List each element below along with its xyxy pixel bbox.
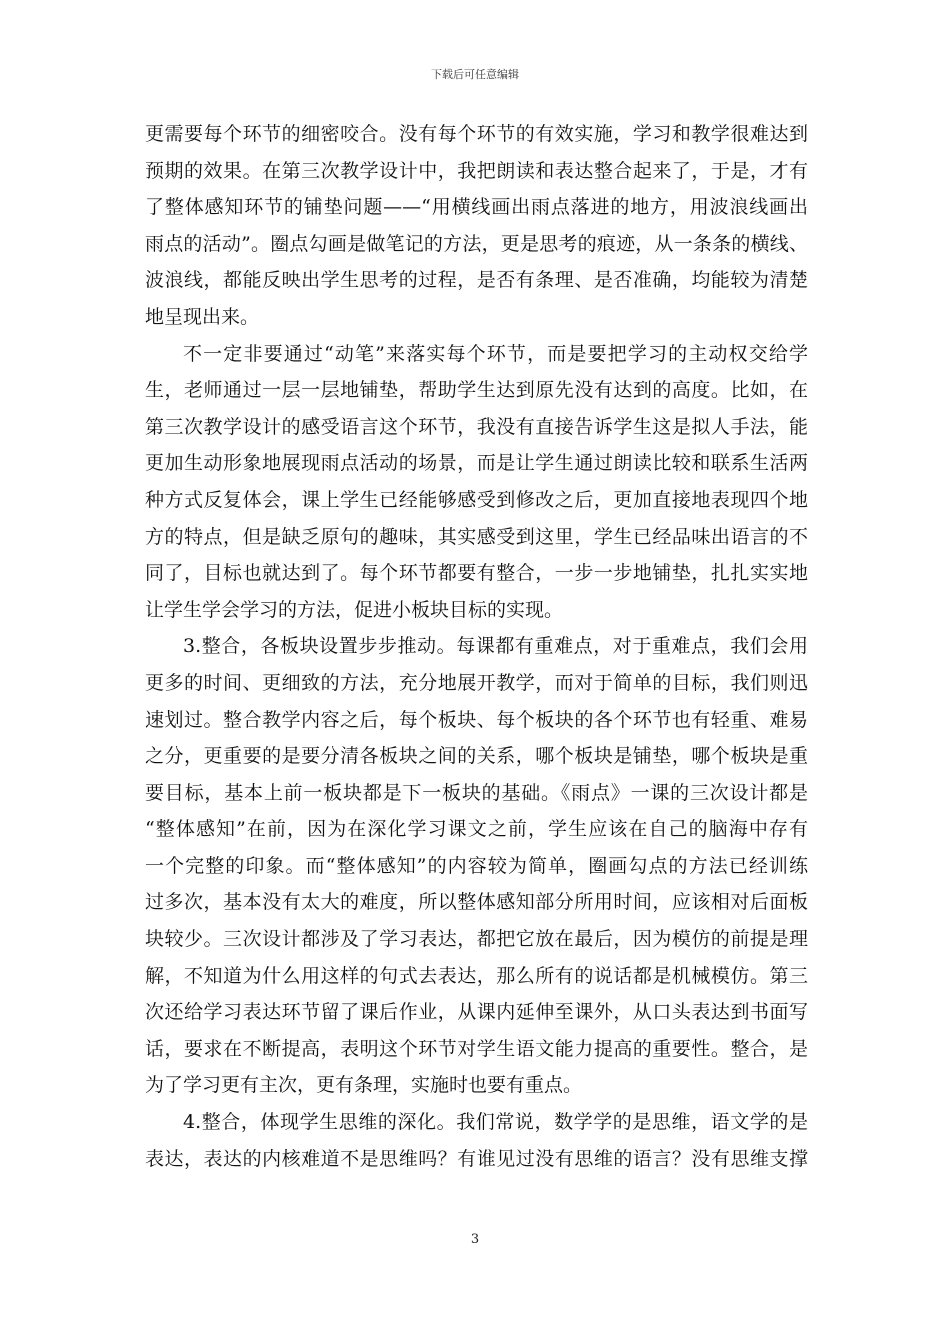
paragraph-line: 一个完整的印象。而“整体感知”的内容较为简单，圈画勾点的方法已经训练 [145, 854, 808, 877]
paragraph-line: 要目标，基本上前一板块都是下一板块的基础。《雨点》一课的三次设计都是 [145, 781, 808, 804]
paragraph-line: 不一定非要通过“动笔”来落实每个环节，而是要把学习的主动权交给学 [183, 342, 808, 365]
paragraph-line: 4.整合，体现学生思维的深化。我们常说，数学学的是思维，语文学的是 [183, 1111, 808, 1134]
paragraph [145, 1104, 808, 1177]
paragraph-line: 速划过。整合教学内容之后，每个板块、每个板块的各个环节也有轻重、难易 [145, 708, 808, 731]
page-header-note: 下载后可任意编辑 [431, 68, 519, 81]
paragraph-line: 地呈现出来。 [145, 305, 260, 328]
paragraph-line: 块较少。三次设计都涉及了学习表达，都把它放在最后，因为模仿的前提是理 [145, 928, 808, 951]
paragraph-line: 雨点的活动”。圈点勾画是做笔记的方法，更是思考的痕迹，从一条条的横线、 [145, 232, 808, 255]
paragraph-line: 更多的时间、更细致的方法，充分地展开教学，而对于简单的目标，我们则迅 [145, 671, 808, 694]
paragraph-line: 之分，更重要的是要分清各板块之间的关系，哪个板块是铺垫，哪个板块是重 [145, 745, 808, 768]
paragraph-line: 更需要每个环节的细密咬合。没有每个环节的有效实施，学习和教学很难达到 [145, 123, 808, 145]
paragraph-line: 3.整合，各板块设置步步推动。每课都有重难点，对于重难点，我们会用 [183, 635, 808, 658]
page-number: 3 [470, 1232, 480, 1247]
paragraph-line: 第三次教学设计的感受语言这个环节，我没有直接告诉学生这是拟人手法，能 [145, 415, 808, 438]
paragraph-line: “整体感知”在前，因为在深化学习课文之前，学生应该在自己的脑海中存有 [145, 818, 808, 841]
paragraph [145, 336, 808, 629]
paragraph-line: 话，要求在不断提高，表明这个环节对学生语文能力提高的重要性。整合，是 [145, 1037, 808, 1060]
paragraph-line: 同了，目标也就达到了。每个环节都要有整合，一步一步地铺垫，扎扎实实地 [145, 562, 808, 585]
paragraph [145, 116, 808, 336]
paragraph-line: 过多次，基本没有太大的难度，所以整体感知部分所用时间，应该相对后面板 [145, 891, 808, 914]
paragraph-line: 让学生学会学习的方法，促进小板块目标的实现。 [145, 598, 564, 621]
paragraph-line: 次还给学习表达环节留了课后作业，从课内延伸至课外，从口头表达到书面写 [145, 1001, 808, 1024]
paragraph-line: 解，不知道为什么用这样的句式去表达，那么所有的说话都是机械模仿。第三 [145, 964, 808, 987]
paragraph-line: 为了学习更有主次，更有条理，实施时也要有重点。 [145, 1074, 583, 1097]
paragraph-line: 更加生动形象地展现雨点活动的场景，而是让学生通过朗读比较和联系生活两 [145, 452, 808, 475]
paragraph-line: 预期的效果。在第三次教学设计中，我把朗读和表达整合起来了，于是，才有 [145, 159, 808, 182]
paragraph-line: 方的特点，但是缺乏原句的趣味，其实感受到这里，学生已经品味出语言的不 [145, 525, 808, 548]
paragraph [145, 628, 808, 1104]
paragraph-line: 种方式反复体会，课上学生已经能够感受到修改之后，更加直接地表现四个地 [145, 488, 808, 511]
paragraph-line: 表达，表达的内核难道不是思维吗？有谁见过没有思维的语言？没有思维支撑 [145, 1147, 808, 1170]
paragraph-line: 波浪线，都能反映出学生思考的过程，是否有条理、是否准确，均能较为清楚 [145, 269, 808, 292]
document-body [145, 116, 808, 1177]
paragraph-line: 了整体感知环节的铺垫问题——“用横线画出雨点落进的地方，用波浪线画出 [145, 196, 808, 219]
paragraph-line: 生，老师通过一层一层地铺垫，帮助学生达到原先没有达到的高度。比如，在 [145, 379, 808, 402]
